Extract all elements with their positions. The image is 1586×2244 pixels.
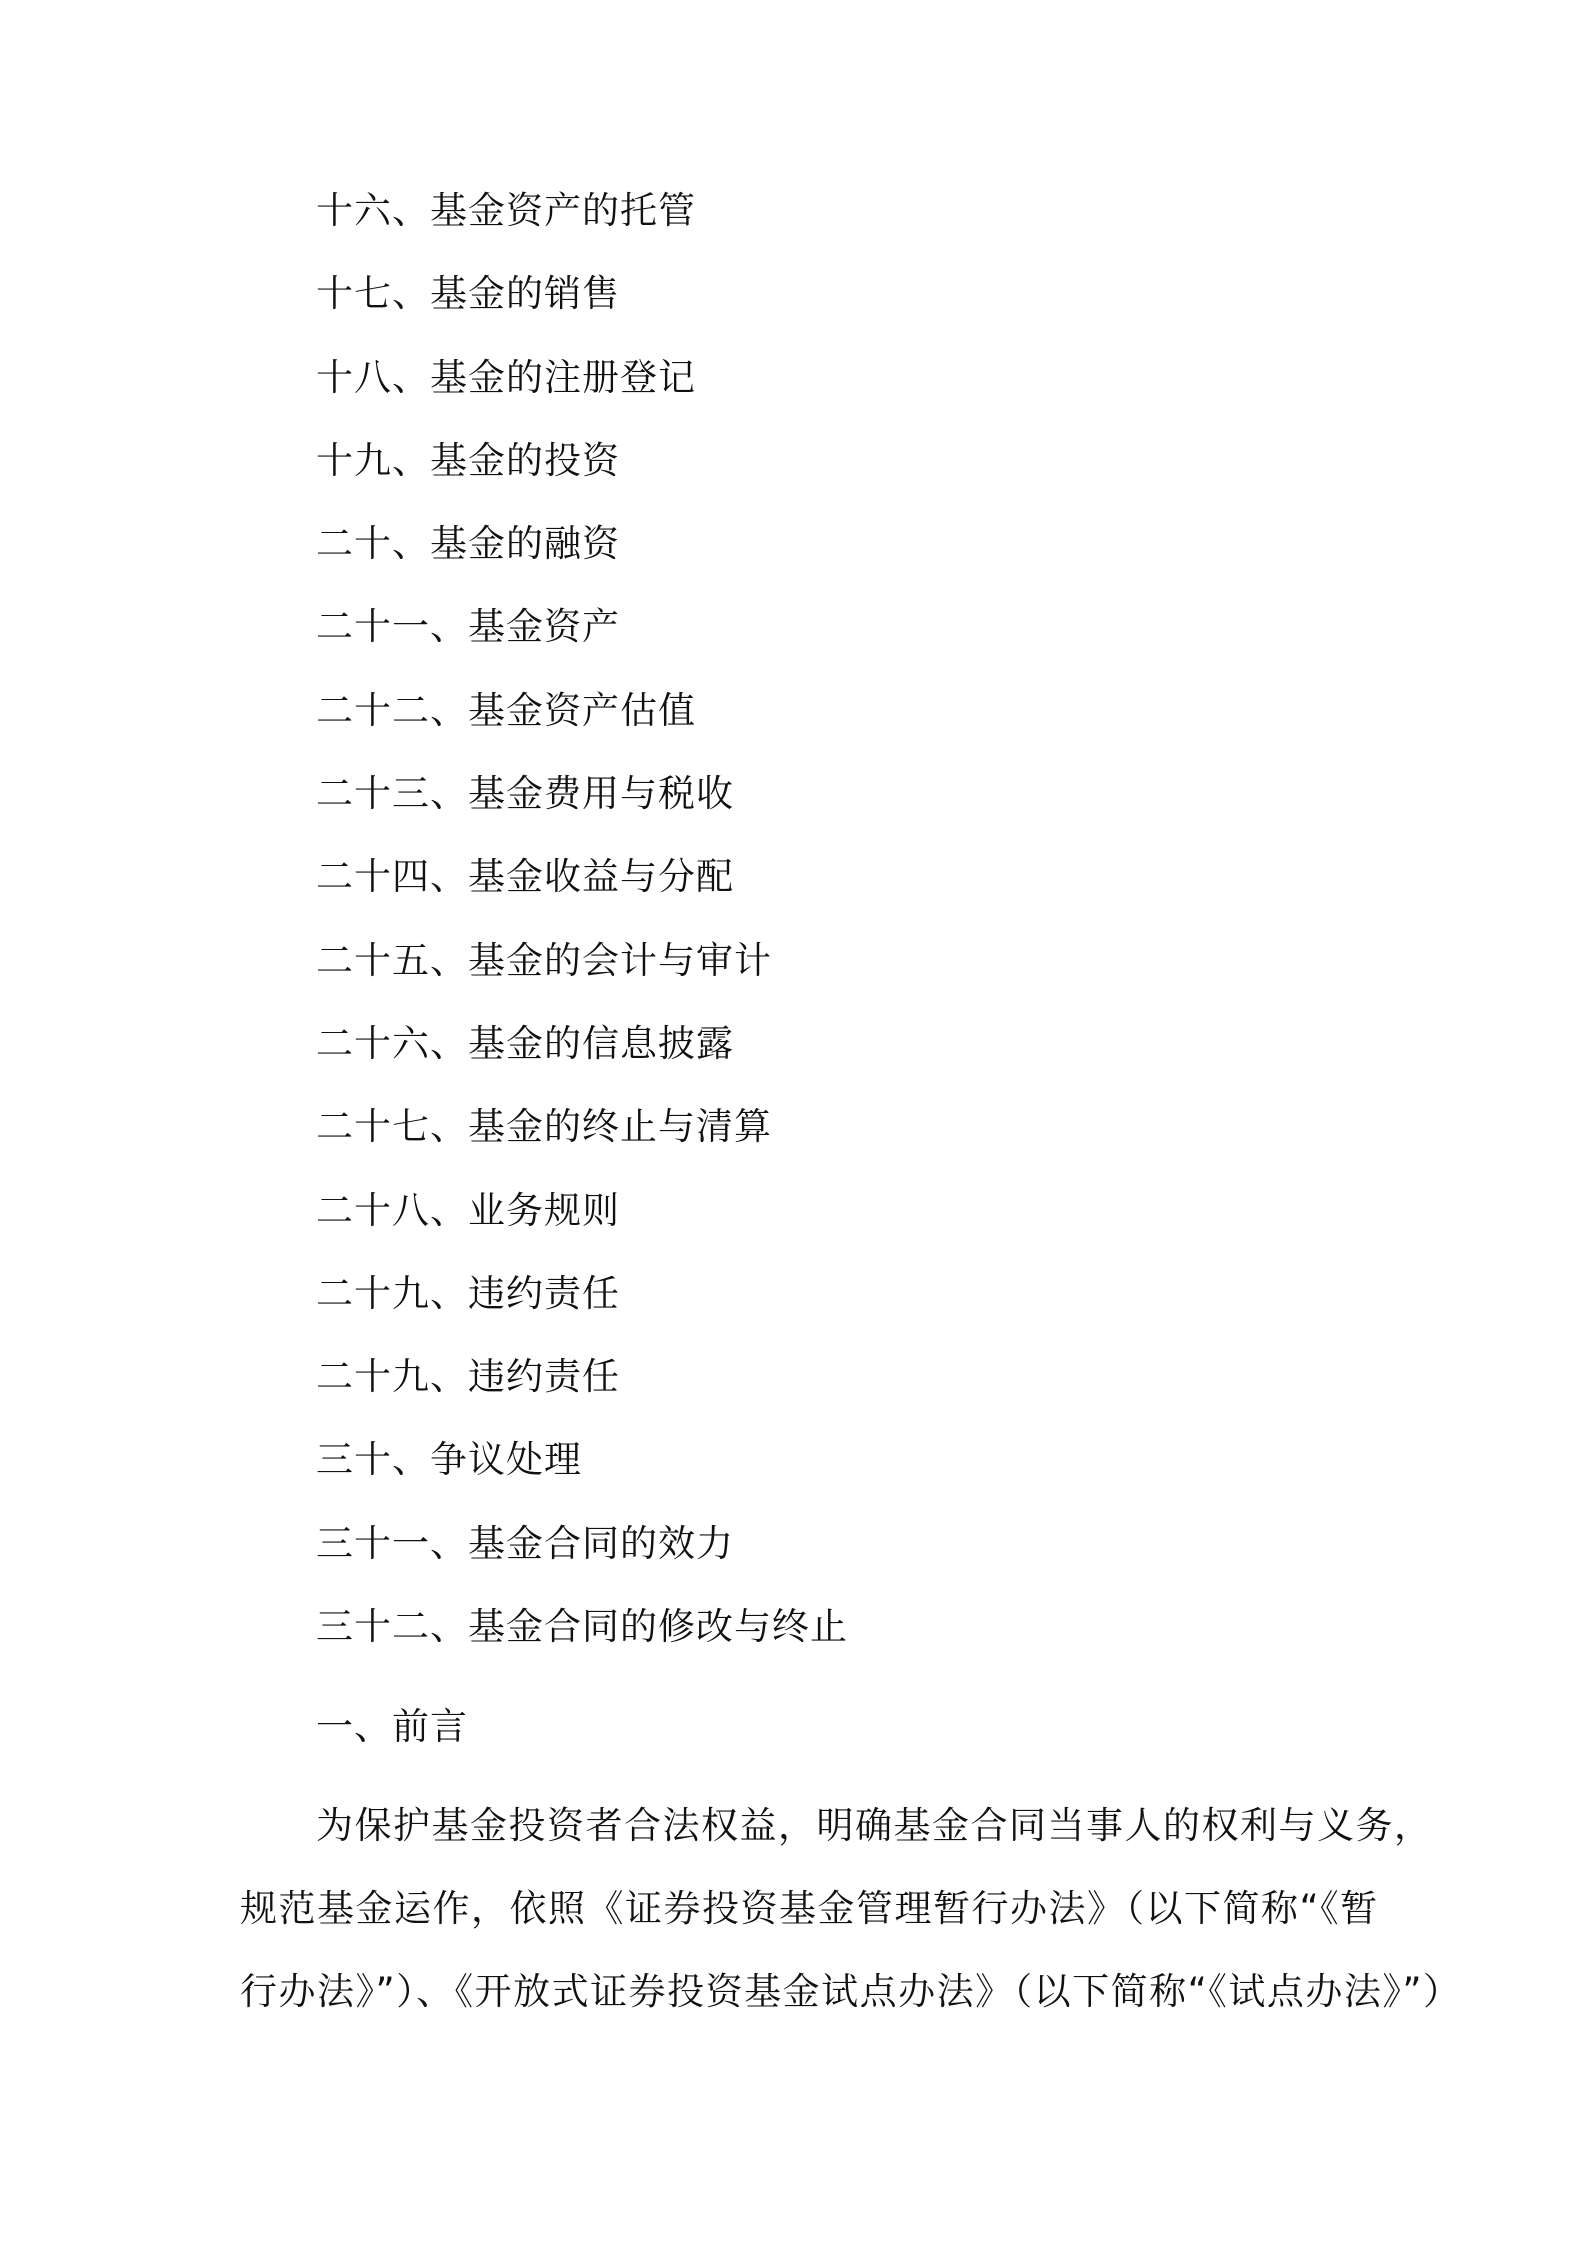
toc-item: 二十三、基金费用与税收: [316, 772, 734, 816]
toc-item: 二十六、基金的信息披露: [316, 1021, 734, 1065]
toc-item: 二十一、基金资产: [316, 605, 620, 649]
toc-item: 十六、基金资产的托管: [316, 189, 696, 232]
toc-item: 三十一、基金合同的效力: [316, 1521, 734, 1565]
toc-item: 三十、争议处理: [316, 1438, 582, 1482]
toc-item: 十七、基金的销售: [316, 272, 620, 316]
toc-item: 二十二、基金资产估值: [316, 688, 696, 732]
table-of-contents: [316, 189, 848, 1691]
preface-paragraph: [240, 1784, 1462, 2033]
toc-item: 三十二、基金合同的修改与终止: [316, 1605, 848, 1649]
section-heading: 一、前言: [316, 1705, 468, 1748]
toc-item: 二十九、违约责任: [316, 1355, 620, 1399]
paragraph-line: 规范基金运作，依照《证券投资基金管理暂行办法》（以下简称“《暂: [240, 1887, 1379, 1930]
toc-item: 二十五、基金的会计与审计: [316, 938, 772, 982]
paragraph-line: 行办法》”）、《开放式证券投资基金试点办法》（以下简称“《试点办法》”）: [240, 1970, 1462, 2013]
toc-item: 二十、基金的融资: [316, 522, 620, 566]
toc-item: 二十四、基金收益与分配: [316, 855, 734, 899]
toc-item: 二十八、业务规则: [316, 1188, 620, 1232]
toc-item: 十九、基金的投资: [316, 438, 620, 482]
paragraph-line: 为保护基金投资者合法权益，明确基金合同当事人的权利与义务，: [316, 1804, 1433, 1847]
toc-item: 二十九、违约责任: [316, 1271, 620, 1315]
toc-item: 二十七、基金的终止与清算: [316, 1105, 772, 1149]
toc-item: 十八、基金的注册登记: [316, 355, 696, 399]
